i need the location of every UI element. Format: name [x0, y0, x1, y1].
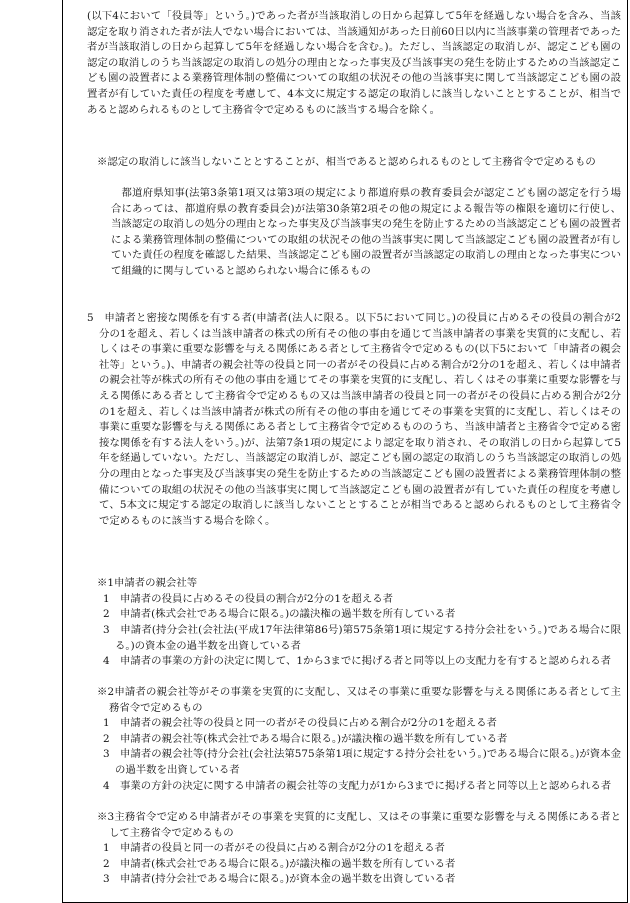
note-heading: ※1申請者の親会社等: [97, 577, 198, 589]
list-item: 1 申請者の役員に占めるその役員の割合が2分の1を超える者: [103, 593, 393, 605]
list-item: 2 申請者(株式会社である場合に限る。)が議決権の過半数を所有している者: [103, 858, 456, 870]
note-heading: ※3主務省令で定める申請者がその事業を実質的に支配し、又はその事業に重要な影響を与える関係にある者として主務省令で定めるもの: [97, 811, 621, 839]
list-item: 3 申請者の親会社等(持分会社(会社法第575条第1項に規定する持分会社をいう。)である場合に限る。)が資本金の過半数を出資している者: [103, 748, 621, 776]
list-item: 1 申請者の親会社等の役員と同一の者がその役員に占める割合が2分の1を超える者: [103, 717, 497, 729]
list-item: 3 申請者(持分会社(会社法(平成17年法律第86号)第575条第1項に規定する持分会社をいう。)である場合に限る。)の資本金の過半数を出資している者: [103, 624, 621, 652]
list-item: 4 申請者の事業の方針の決定に関して、1から3までに掲げる者と同等以上の支配力を有すると認められる者: [103, 655, 611, 667]
list-item: 4 事業の方針の決定に関する申請者の親会社等の支配力が1から3までに掲げる者と同等以上と認められる者: [103, 780, 612, 792]
item-5-paragraph: 5 申請者と密接な関係を有する者(申請者(法人に限る。以下5において同じ。)の役員に占めるその役員の割合が2分の1を超え、若しくは当該申請者の株式の所有その他の事由を通じて当該申請者の事業を実質的に支配し、若しくはその事業に重要な影響を与える関係にある者として主務省令で定めるもの(以下5において「申請者の親会社等」という。)、申請者の親会社等の役員と同一の者がその役員に占める割合が2分の1を超え、若しくは申請者の親会社等が株式の所有その他の事由を通じてその事業を実質的に支配し、若しくはその事業に重要な影響を与える関係にある者として主務省令で定めるもの又は当該申請者の役員と同一の者がその役員に占める割合が2分の1を超え、若しくは当該申請者が株式の所有その他の事由を通じてその事業を実質的に支配し、若しくはその事業に重要な影響を与える関係にある者として主務省令で定めるもののうち、当該申請者と主務省令で定める密接な関係を有する法人をいう。)が、法第7条1項の規定により認定を取り消され、その取消しの日から起算して5年を経過していない。ただし、当該認定の取消しが、認定こども園の認定の取消しのうち当該認定の取消しの処分の理由となった事実及び当該事実の発生を防止するための当該認定こども園の設置者による業務管理体制の整備についての取組の状況その他の当該事実に関して当該認定こども園の設置者が有していた責任の程度を考慮して、5本文に規定する認定の取消しに該当しないこととすることが相当であると認められるものとして主務省令で定めるものに該当する場合を除く。: [87, 312, 621, 527]
document-page: [62, 0, 628, 903]
list-item: 2 申請者(株式会社である場合に限る。)の議決権の過半数を所有している者: [103, 608, 456, 620]
list-item: 2 申請者の親会社等(株式会社である場合に限る。)が議決権の過半数を所有している者: [103, 733, 508, 745]
continuation-paragraph: (以下4において「役員等」という。)であった者が当該取消しの日から起算して5年を経過しない場合を含み、当該認定を取り消された者が法人でない場合においては、当該通知があった日前60日以内に当該事業の管理者であった者が当該取消しの日から起算して5年を経過しない場合を含む。)。ただし、当該認定の取消しが、認定こども園の認定の取消しのうち当該認定の取消しの処分の理由となった事実及び当該事実の発生を防止するための当該認定こども園の設置者による業務管理体制の整備についての取組の状況その他の当該事実に関して当該認定こども園の設置者が有していた責任の程度を考慮して、4本文に規定する認定の取消しに該当しないこととすることが、相当であると認められるものとして主務省令で定めるものに該当する場合を除く。: [87, 10, 621, 116]
note-heading: ※認定の取消しに該当しないこととすることが、相当であると認められるものとして主務省令で定めるもの: [97, 156, 596, 168]
note-body-paragraph: 都道府県知事(法第3条第1項又は第3項の規定により都道府県の教育委員会が認定こども園の認定を行う場合にあっては、都道府県の教育委員会)が法第30条第2項その他の規定による報告等の権限を適切に行使し、当該認定の取消しの処分の理由となった事実及び当該事実の発生を防止するための当該認定こども園の設置者による業務管理体制の整備についての取組の状況その他の当該事実に関して当該認定こども園の設置者が有していた責任の程度を確認した結果、当該認定こども園の設置者が当該認定の取消しの理由となった事実について組織的に関与していると認められない場合に係るもの: [111, 187, 621, 277]
note-heading: ※2申請者の親会社等がその事業を実質的に支配し、又はその事業に重要な影響を与える関係にある者として主務省令で定めるもの: [97, 686, 621, 714]
list-item: 3 申請者(持分会社である場合に限る。)が資本金の過半数を出資している者: [103, 873, 456, 885]
list-item: 1 申請者の役員と同一の者がその役員に占める割合が2分の1を超える者: [103, 842, 445, 854]
